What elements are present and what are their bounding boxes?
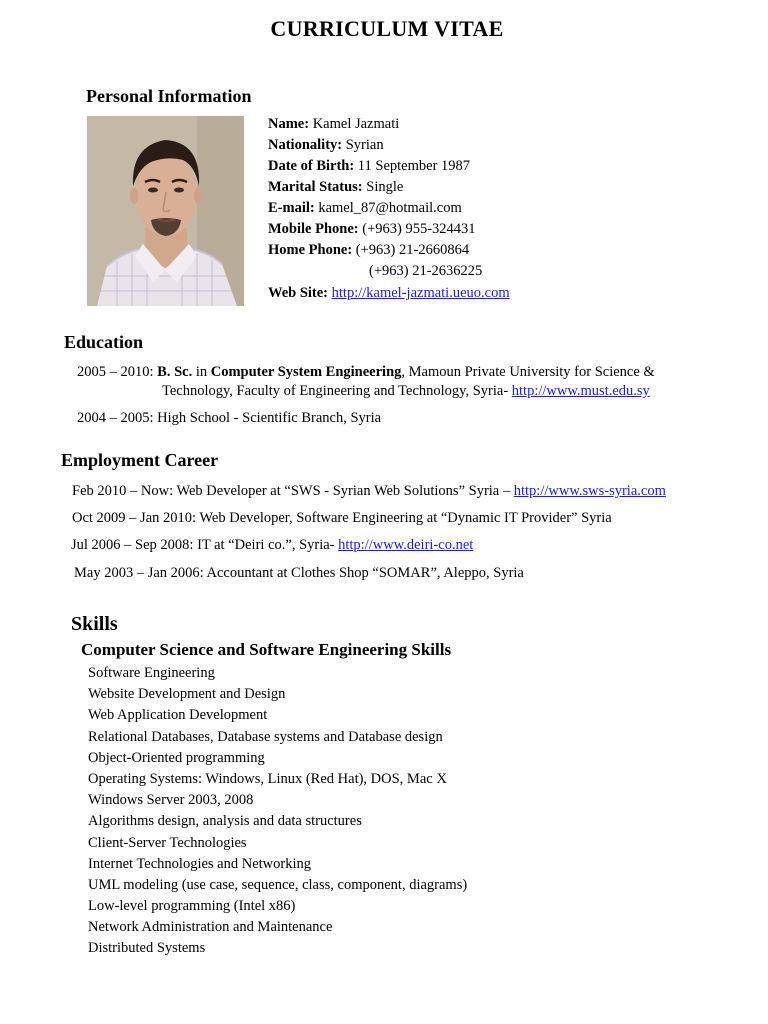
education-heading: Education [64,332,144,352]
university-link[interactable]: http://www.must.edu.sy [511,383,650,399]
info-row-home-phone [268,240,510,261]
info-row-name [268,114,510,135]
info-value: kamel_87@hotmail.com [318,200,462,216]
info-value: (+963) 21-2660864 [355,242,470,258]
info-row-date-of-birth [268,156,510,177]
info-label: Marital Status: [268,179,363,195]
employment-item-deiri [71,535,473,555]
employment-item-somar: May 2003 – Jan 2006: Accountant at Clothes Shop “SOMAR”, Aleppo, Syria [74,565,524,581]
list-item: UML modeling (use case, sequence, class, component, diagrams) [88,876,468,893]
list-item: Web Application Development [88,707,268,724]
list-item: Relational Databases, Database systems and Database design [88,728,443,745]
info-value: (+963) 21-2636225 [369,263,483,279]
info-value: Kamel Jazmati [312,116,400,132]
sws-link[interactable]: http://www.sws-syria.com [513,483,666,499]
deiri-link[interactable]: http://www.deiri-co.net [338,537,474,553]
employment-item-dynamic-it: Oct 2009 – Jan 2010: Web Developer, Software Engineering at “Dynamic IT Provider” Syria [72,510,612,526]
employment-text: Jul 2006 – Sep 2008: IT at “Deiri co.”, Syria- [71,537,335,553]
list-item: Network Administration and Maintenance [88,919,333,936]
skills-heading: Skills [71,613,118,635]
info-row-home-phone-2 [268,261,510,282]
document-title: CURRICULUM VITAE [270,16,504,41]
info-label: E-mail: [268,200,315,216]
info-label: Name: [268,116,310,132]
skills-list [88,663,467,960]
info-row-email [268,198,510,219]
info-value: Syrian [345,137,384,153]
education-item-bsc [77,363,655,401]
education-in: in [195,364,208,380]
info-value: Single [366,179,404,195]
employment-item-sws [72,481,666,501]
education-field: Computer System Engineering [210,364,402,380]
info-label: Home Phone: [268,242,353,258]
info-label: Mobile Phone: [268,221,359,237]
info-row-mobile-phone [268,219,510,240]
info-value: 11 September 1987 [357,158,471,174]
list-item: Operating Systems: Windows, Linux (Red Hat), DOS, Mac X [88,770,447,787]
info-label: Web Site: [268,285,329,301]
employment-text: Feb 2010 – Now: Web Developer at “SWS - Syrian Web Solutions” Syria – [72,483,511,499]
info-label: Nationality: [268,137,343,153]
info-row-website [268,283,510,304]
info-row-nationality [268,135,510,156]
personal-info-heading: Personal Information [86,86,252,106]
website-link[interactable]: http://kamel-jazmati.ueuo.com [331,285,510,301]
info-label: Date of Birth: [268,158,355,174]
list-item: Software Engineering [88,665,215,681]
education-years: 2005 – 2010: [77,364,154,380]
list-item: Website Development and Design [88,686,286,703]
skills-subheading: Computer Science and Software Engineering Skills [81,640,452,659]
list-item: Low-level programming (Intel x86) [88,898,296,915]
education-degree: B. Sc. [157,364,193,380]
employment-heading: Employment Career [61,450,219,470]
info-row-marital-status [268,177,510,198]
list-item: Client-Server Technologies [88,834,247,851]
education-item-high-school: 2004 – 2005: High School - Scientific Branch, Syria [77,410,382,426]
education-university: , Mamoun Private University for Science & [401,364,655,380]
list-item: Windows Server 2003, 2008 [88,792,254,809]
profile-photo-illustration [87,116,244,306]
list-item: Object-Oriented programming [88,749,265,766]
profile-photo [87,116,244,306]
education-faculty: Technology, Faculty of Engineering and Technology, Syria- [162,383,509,399]
list-item: Algorithms design, analysis and data structures [88,813,362,830]
list-item: Distributed Systems [88,940,206,957]
personal-info-list [268,114,510,304]
list-item: Internet Technologies and Networking [88,855,312,872]
info-value: (+963) 955-324431 [362,221,476,237]
